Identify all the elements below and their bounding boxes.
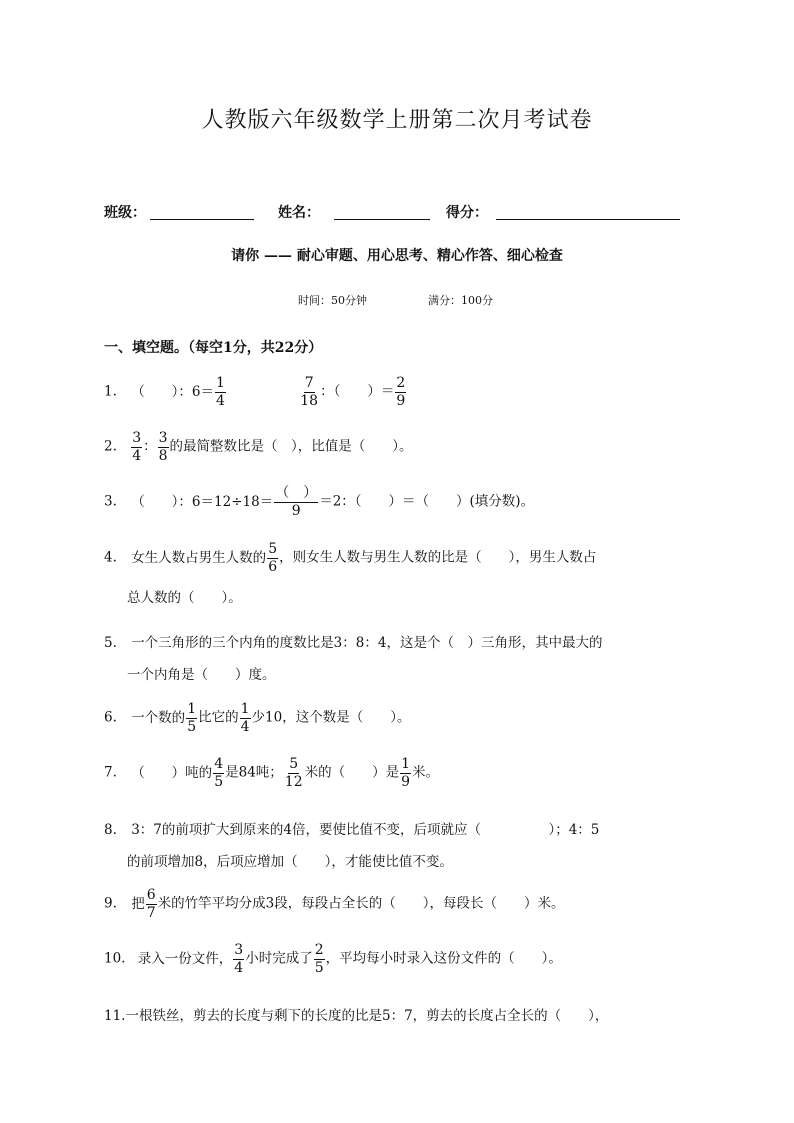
question-10: [104, 943, 562, 975]
numerator: 3: [234, 942, 244, 958]
question-7: [104, 757, 439, 789]
question-number: 3.: [104, 493, 117, 510]
question-text: （ ）：6＝: [131, 383, 215, 400]
name-blank-line[interactable]: [334, 219, 430, 220]
class-label: 班级：: [104, 205, 146, 221]
fraction: [400, 757, 411, 789]
question-4-line-2: 总人数的（ ）。: [127, 590, 242, 606]
question-5: [104, 631, 602, 651]
question-number: 4.: [104, 549, 117, 566]
question-text: 录入一份文件，: [137, 950, 233, 967]
denominator: 6: [268, 558, 278, 575]
numerator: 4: [214, 756, 224, 772]
numerator: 7: [304, 375, 314, 391]
question-number: 10.: [104, 950, 126, 967]
section-heading: 一、填空题。（每空1分，共22分）: [104, 340, 323, 356]
question-number: 7.: [104, 764, 117, 781]
question-text: 小时完成了: [245, 950, 313, 967]
denominator: 4: [240, 718, 250, 735]
numerator: 2: [314, 942, 324, 958]
denominator: 9: [401, 773, 411, 790]
question-text: 的最简整数比是（ ），比值是（ ）。: [169, 438, 413, 455]
denominator: 4: [216, 392, 225, 409]
fraction: [314, 943, 325, 975]
fraction: [267, 542, 278, 574]
question-text: ，平均每小时录入这份文件的（ ）。: [325, 950, 562, 967]
question-text: 米的竹竿平均分成3段，每段占全长的（ ），每段长（ ）米。: [157, 895, 565, 912]
question-number: 8.: [104, 822, 117, 838]
exam-motto: 请你 —— 耐心审题、用心思考、精心作答、细心检查: [231, 248, 563, 264]
question-text: 一根铁丝，剪去的长度与剩下的长度的比是5：7，剪去的长度占全长的（ ），: [125, 1008, 609, 1024]
colon: ：: [143, 438, 157, 455]
fraction: [215, 376, 226, 408]
question-9: [104, 888, 564, 920]
denominator: 12: [284, 773, 303, 790]
denominator: 9: [396, 392, 406, 409]
denominator: 7: [146, 904, 156, 921]
denominator: 8: [158, 447, 168, 464]
denominator: 4: [234, 959, 244, 976]
question-1: [104, 376, 407, 408]
question-text: 少10，这个数是（ ）。: [251, 709, 411, 726]
question-text: 一个三角形的三个内角的度数比是3：8：4，这是个（ ）三角形，其中最大的: [131, 635, 603, 651]
question-text: 3：7的前项扩大到原来的4倍，要使比值不变，后项就应（ ）；4：5: [131, 822, 600, 838]
denominator: 5: [314, 959, 324, 976]
question-text: ：（ ）＝: [320, 383, 395, 400]
question-text: 女生人数占男生人数的: [131, 549, 267, 566]
question-text: 是84吨；: [225, 764, 283, 781]
page-title: 人教版六年级数学上册第二次月考试卷: [201, 108, 593, 133]
question-text: 米。: [412, 764, 440, 781]
fraction: [233, 943, 244, 975]
numerator: 5: [289, 756, 299, 772]
fraction: [395, 376, 406, 408]
question-2: [104, 431, 413, 463]
question-text: 比它的: [198, 709, 239, 726]
fraction: [274, 486, 318, 518]
time-limit: 时间：50分钟: [298, 294, 367, 307]
numerator: 1: [240, 701, 250, 717]
question-text: ＝2：（ ）＝（ ）(填分数)。: [319, 493, 535, 510]
fraction: [299, 376, 319, 408]
question-6: [104, 702, 410, 734]
question-8: [104, 818, 599, 838]
full-score: 满分：100分: [428, 294, 493, 307]
numerator: 2: [396, 375, 406, 391]
class-blank-line[interactable]: [150, 219, 254, 220]
fraction: [213, 757, 224, 789]
fraction: [131, 431, 142, 463]
fraction: [284, 757, 304, 789]
question-5-line-2: 一个内角是（ ）度。: [127, 667, 276, 683]
denominator: 4: [132, 447, 142, 464]
denominator: 18: [300, 392, 319, 409]
question-number: 5.: [104, 635, 117, 651]
question-number: 9.: [104, 895, 117, 912]
denominator: 9: [291, 502, 301, 519]
question-3: [104, 486, 534, 518]
question-text: （ ）吨的: [131, 764, 213, 781]
question-number: 6.: [104, 709, 117, 726]
question-text: 把: [131, 895, 145, 912]
question-text: ，则女生人数与男生人数的比是（ ），男生人数占: [279, 549, 597, 566]
question-11: [104, 1004, 608, 1024]
score-blank-line[interactable]: [496, 219, 680, 220]
fraction: [240, 702, 251, 734]
numerator: 1: [216, 375, 225, 391]
question-8-line-2: 的前项增加8，后项应增加（ ），才能使比值不变。: [127, 854, 453, 870]
numerator: 6: [146, 887, 156, 903]
question-number: 2.: [104, 438, 117, 455]
question-text: 米的（ ）是: [304, 764, 400, 781]
question-number: 1.: [104, 383, 117, 400]
question-number: 11.: [104, 1008, 126, 1024]
fraction: [146, 888, 157, 920]
denominator: 5: [187, 718, 197, 735]
score-label: 得分：: [446, 205, 488, 221]
denominator: 5: [214, 773, 224, 790]
fraction: [186, 702, 197, 734]
numerator: 3: [132, 430, 142, 446]
numerator: 1: [187, 701, 197, 717]
question-text: （ ）：6＝12÷18＝: [131, 493, 274, 510]
numerator-blank[interactable]: （ ）: [275, 485, 318, 501]
fraction: [158, 431, 169, 463]
question-4: [104, 542, 596, 574]
name-label: 姓名：: [278, 205, 320, 221]
numerator: 3: [158, 430, 168, 446]
numerator: 1: [401, 756, 411, 772]
numerator: 5: [268, 541, 278, 557]
question-text: 一个数的: [131, 709, 186, 726]
